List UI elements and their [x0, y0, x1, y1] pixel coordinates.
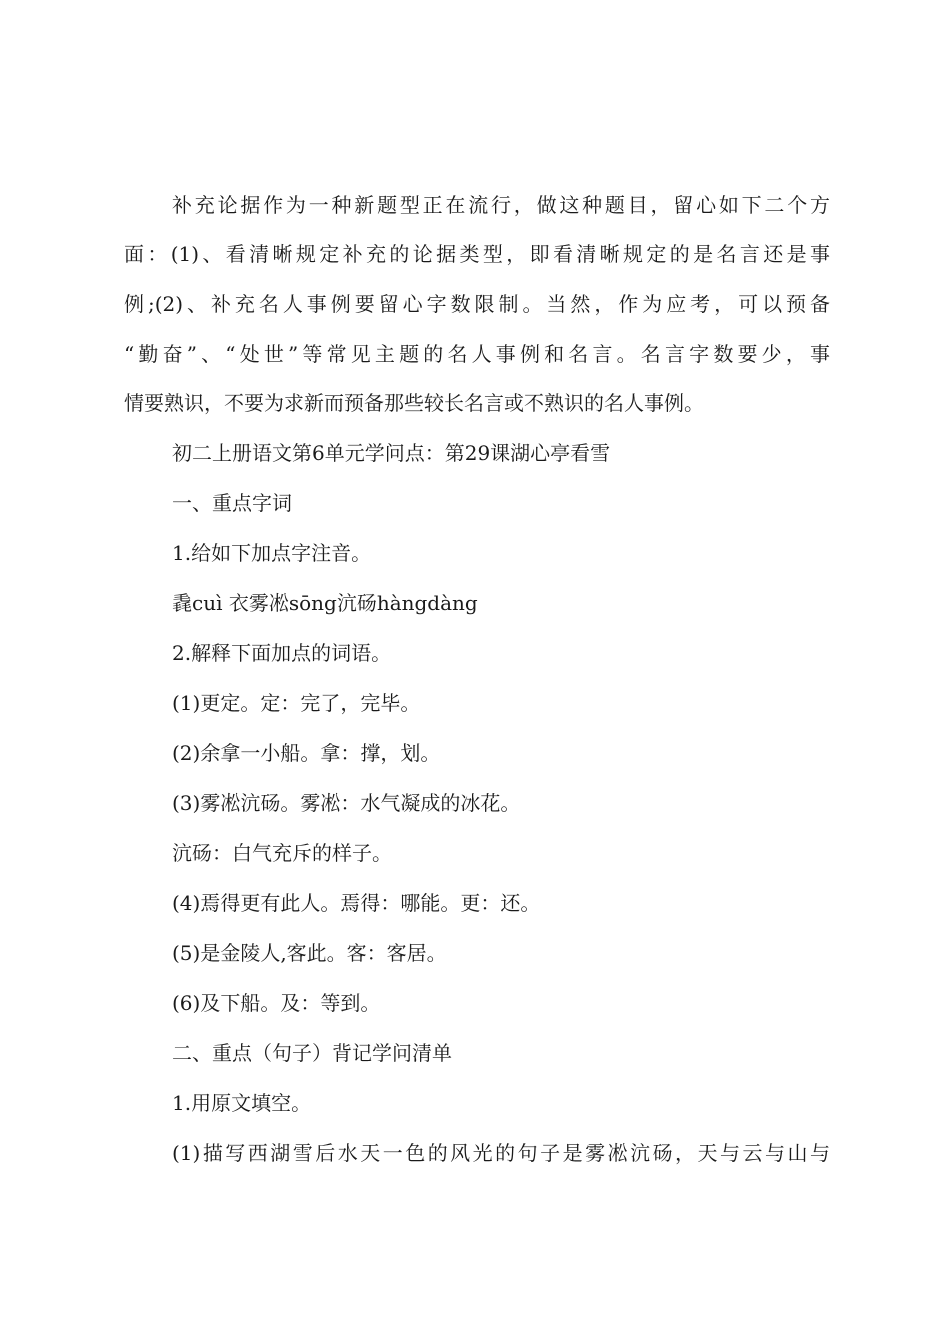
paragraph-line: 补充论据作为一种新题型正在流行，做这种题目，留心如下二个方 [172, 193, 830, 217]
definition-item: (4)焉得更有此人。焉得：哪能。更：还。 [172, 891, 541, 915]
section-heading: 一、重点字词 [172, 491, 292, 515]
lesson-title: 初二上册语文第6单元学问点：第29课湖心亭看雪 [172, 441, 611, 465]
definition-item: (2)余拿一小船。拿：撑，划。 [172, 741, 441, 765]
paragraph-line: 情要熟识，不要为求新而预备那些较长名言或不熟识的名人事例。 [124, 391, 704, 415]
paragraph-line: 例;(2)、补充名人事例要留心字数限制。当然，作为应考，可以预备 [124, 292, 830, 316]
question-heading: 2.解释下面加点的词语。 [172, 641, 392, 665]
definition-item: (1)更定。定：完了，完毕。 [172, 691, 421, 715]
question-heading: 1.用原文填空。 [172, 1091, 312, 1115]
definition-item: (6)及下船。及：等到。 [172, 991, 381, 1015]
pinyin-answer: 毳cuì 衣雾凇sōng沆砀hàngdàng [172, 591, 478, 615]
paragraph-line: 面：(1)、看清晰规定补充的论据类型，即看清晰规定的是名言还是事 [124, 242, 830, 266]
fill-item: (1)描写西湖雪后水天一色的风光的句子是雾凇沆砀，天与云与山与 [172, 1141, 830, 1165]
definition-item: (3)雾凇沆砀。雾凇：水气凝成的冰花。 [172, 791, 521, 815]
section-heading: 二、重点（句子）背记学问清单 [172, 1041, 452, 1065]
paragraph-line: “勤奋”、“处世”等常见主题的名人事例和名言。名言字数要少，事 [124, 342, 830, 366]
question-heading: 1.给如下加点字注音。 [172, 541, 372, 565]
definition-item: (5)是金陵人,客此。客：客居。 [172, 941, 447, 965]
definition-item: 沆砀：白气充斥的样子。 [172, 841, 392, 865]
